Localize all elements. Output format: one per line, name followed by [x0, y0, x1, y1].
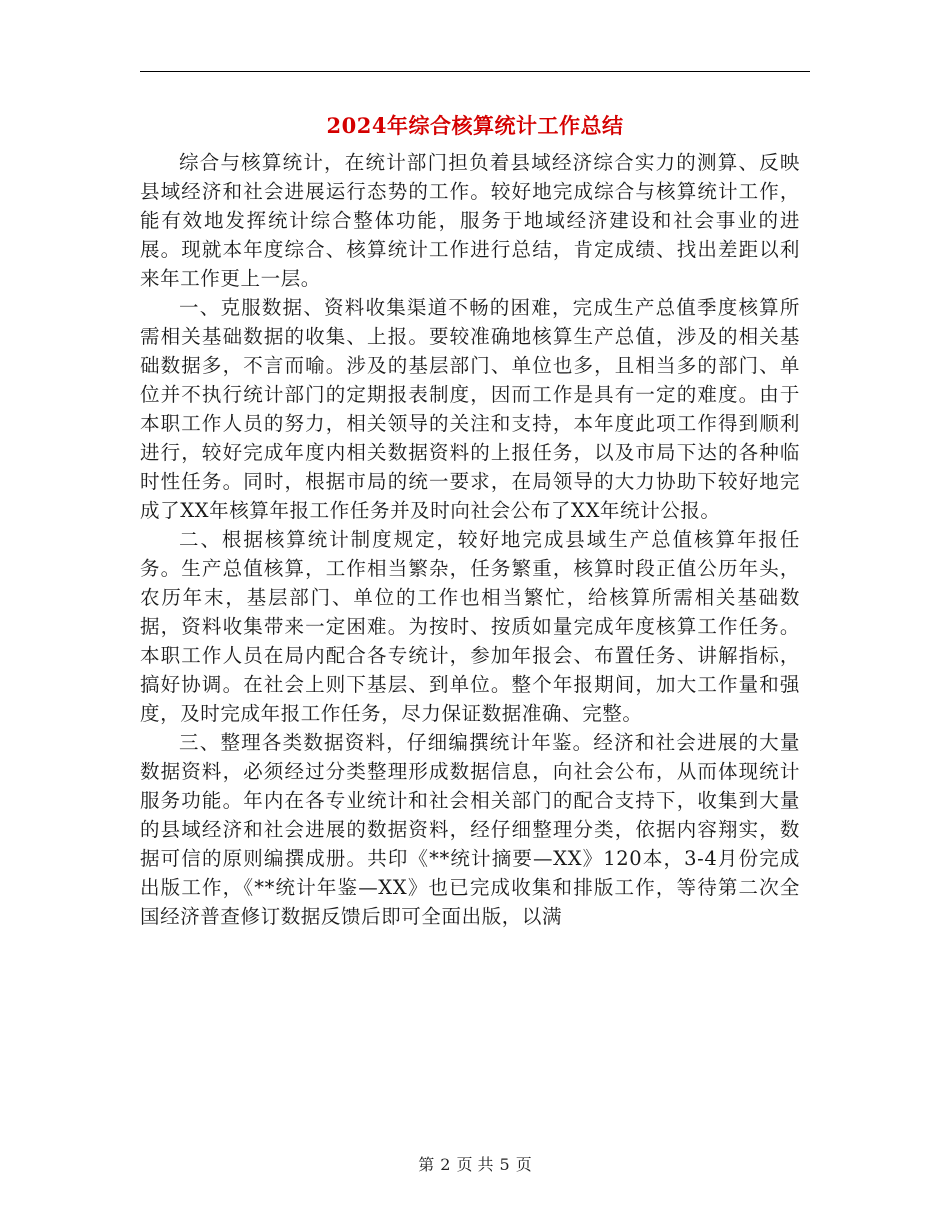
paragraph-intro: 综合与核算统计，在统计部门担负着县域经济综合实力的测算、反映县域经济和社会进展运行态势的工作。较好地完成综合与核算统计工作，能有效地发挥统计综合整体功能，服务于地域经济建设和社会事业的进展。现就本年度综合、核算统计工作进行总结，肯定成绩、找出差距以利来年工作更上一层。 — [140, 151, 800, 290]
footer-current-page: 2 — [440, 1155, 451, 1174]
paragraph-section-1: 一、克服数据、资料收集渠道不畅的困难，完成生产总值季度核算所需相关基础数据的收集、上报。要较准确地核算生产总值，涉及的相关基础数据多，不言而喻。涉及的基层部门、单位也多，且相当多的部门、单位并不执行统计部门的定期报表制度，因而工作是具有一定的难度。由于本职工作人员的努力，相关领导的关注和支持，本年度此项工作得到顺利进行，较好完成年度内相关数据资料的上报任务，以及市局下达的各种临时性任务。同时，根据市局的统一要求，在局领导的大力协助下较好地完成了XX年核算年报工作任务并及时向社会公布了XX年统计公报。 — [140, 296, 800, 522]
paragraph-section-2: 二、根据核算统计制度规定，较好地完成县域生产总值核算年报任务。生产总值核算，工作相当繁杂，任务繁重，核算时段正值公历年头，农历年末，基层部门、单位的工作也相当繁忙，给核算所需相关基础数据，资料收集带来一定困难。为按时、按质如量完成年度核算工作任务。本职工作人员在局内配合各专统计，参加年报会、布置任务、讲解指标，搞好协调。在社会上则下基层、到单位。整个年报期间，加大工作量和强度，及时完成年报工作任务，尽力保证数据准确、完整。 — [140, 528, 800, 725]
header-rule — [140, 71, 810, 72]
footer-total-pages: 5 — [499, 1155, 510, 1174]
footer-prefix: 第 — [418, 1155, 435, 1174]
document-body — [140, 148, 800, 931]
footer-suffix: 页 — [515, 1155, 532, 1174]
footer-middle: 页 共 — [456, 1155, 494, 1174]
paragraph-section-3: 三、整理各类数据资料，仔细编撰统计年鉴。经济和社会进展的大量数据资料，必须经过分类整理形成数据信息，向社会公布，从而体现统计服务功能。年内在各专业统计和社会相关部门的配合支持下，收集到大量的县域经济和社会进展的数据资料，经仔细整理分类，依据内容翔实，数据可信的原则编撰成册。共印《**统计摘要—XX》120本，3-4月份完成出版工作，《**统计年鉴—XX》也已完成收集和排版工作，等待第二次全国经济普查修订数据反馈后即可全面出版，以满 — [140, 731, 800, 928]
page-footer — [140, 1154, 810, 1176]
document-title: 2024年综合核算统计工作总结 — [326, 113, 624, 138]
